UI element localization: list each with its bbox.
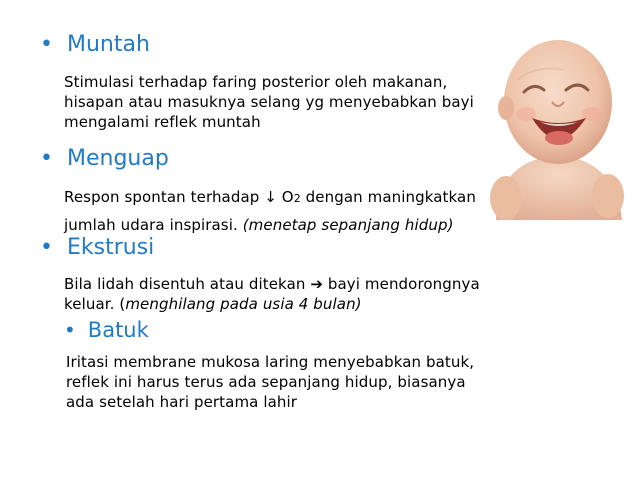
down-arrow-icon: ↓ — [264, 188, 277, 206]
text-segment: O — [276, 188, 294, 206]
bullet-icon: • — [40, 32, 53, 57]
text-segment: bayi mendorongnya — [323, 275, 480, 293]
section-ekstrusi-heading — [40, 235, 154, 260]
italic-note: (menetap sepanjang hidup) — [242, 216, 454, 234]
text-segment: Respon spontan terhadap — [64, 188, 265, 206]
section-muntah-text — [64, 72, 474, 132]
text-line: hisapan atau masuknya selang yg menyebabkan bayi — [64, 93, 474, 111]
section-ekstrusi-text — [64, 274, 480, 314]
bullet-icon: • — [64, 318, 76, 342]
text-line — [64, 187, 476, 209]
text-line — [64, 215, 476, 235]
text-line: reflek ini harus terus ada sepanjang hidup, biasanya — [66, 373, 466, 391]
section-menguap-text — [64, 187, 476, 235]
text-line: Iritasi membrane mukosa laring menyebabkan batuk, — [66, 353, 475, 371]
section-title: Muntah — [66, 32, 150, 57]
text-line — [64, 294, 480, 314]
text-segment: keluar. ( — [64, 295, 126, 313]
text-segment: Bila lidah disentuh atau ditekan — [64, 275, 311, 293]
section-title: Ekstrusi — [66, 235, 155, 260]
text-line — [64, 274, 480, 294]
text-segment: dengan maningkatkan — [300, 188, 476, 206]
subscript: 2 — [293, 192, 301, 205]
bullet-icon: • — [40, 146, 53, 171]
bullet-icon: • — [40, 235, 53, 260]
text-line: Stimulasi terhadap faring posterior oleh makanan, — [64, 73, 448, 91]
laughing-baby-photo — [488, 30, 626, 220]
section-title: Batuk — [87, 318, 149, 342]
section-title: Menguap — [66, 146, 169, 171]
section-muntah-heading — [40, 32, 150, 57]
italic-note: menghilang pada usia 4 bulan) — [125, 295, 362, 313]
section-batuk-text — [66, 352, 474, 412]
text-segment: jumlah udara inspirasi. — [64, 216, 243, 234]
text-line: ada setelah hari pertama lahir — [66, 393, 298, 411]
section-batuk-heading — [64, 318, 149, 342]
text-line: mengalami reflek muntah — [64, 113, 261, 131]
right-arrow-icon: ➔ — [310, 275, 324, 293]
section-menguap-heading — [40, 146, 169, 171]
